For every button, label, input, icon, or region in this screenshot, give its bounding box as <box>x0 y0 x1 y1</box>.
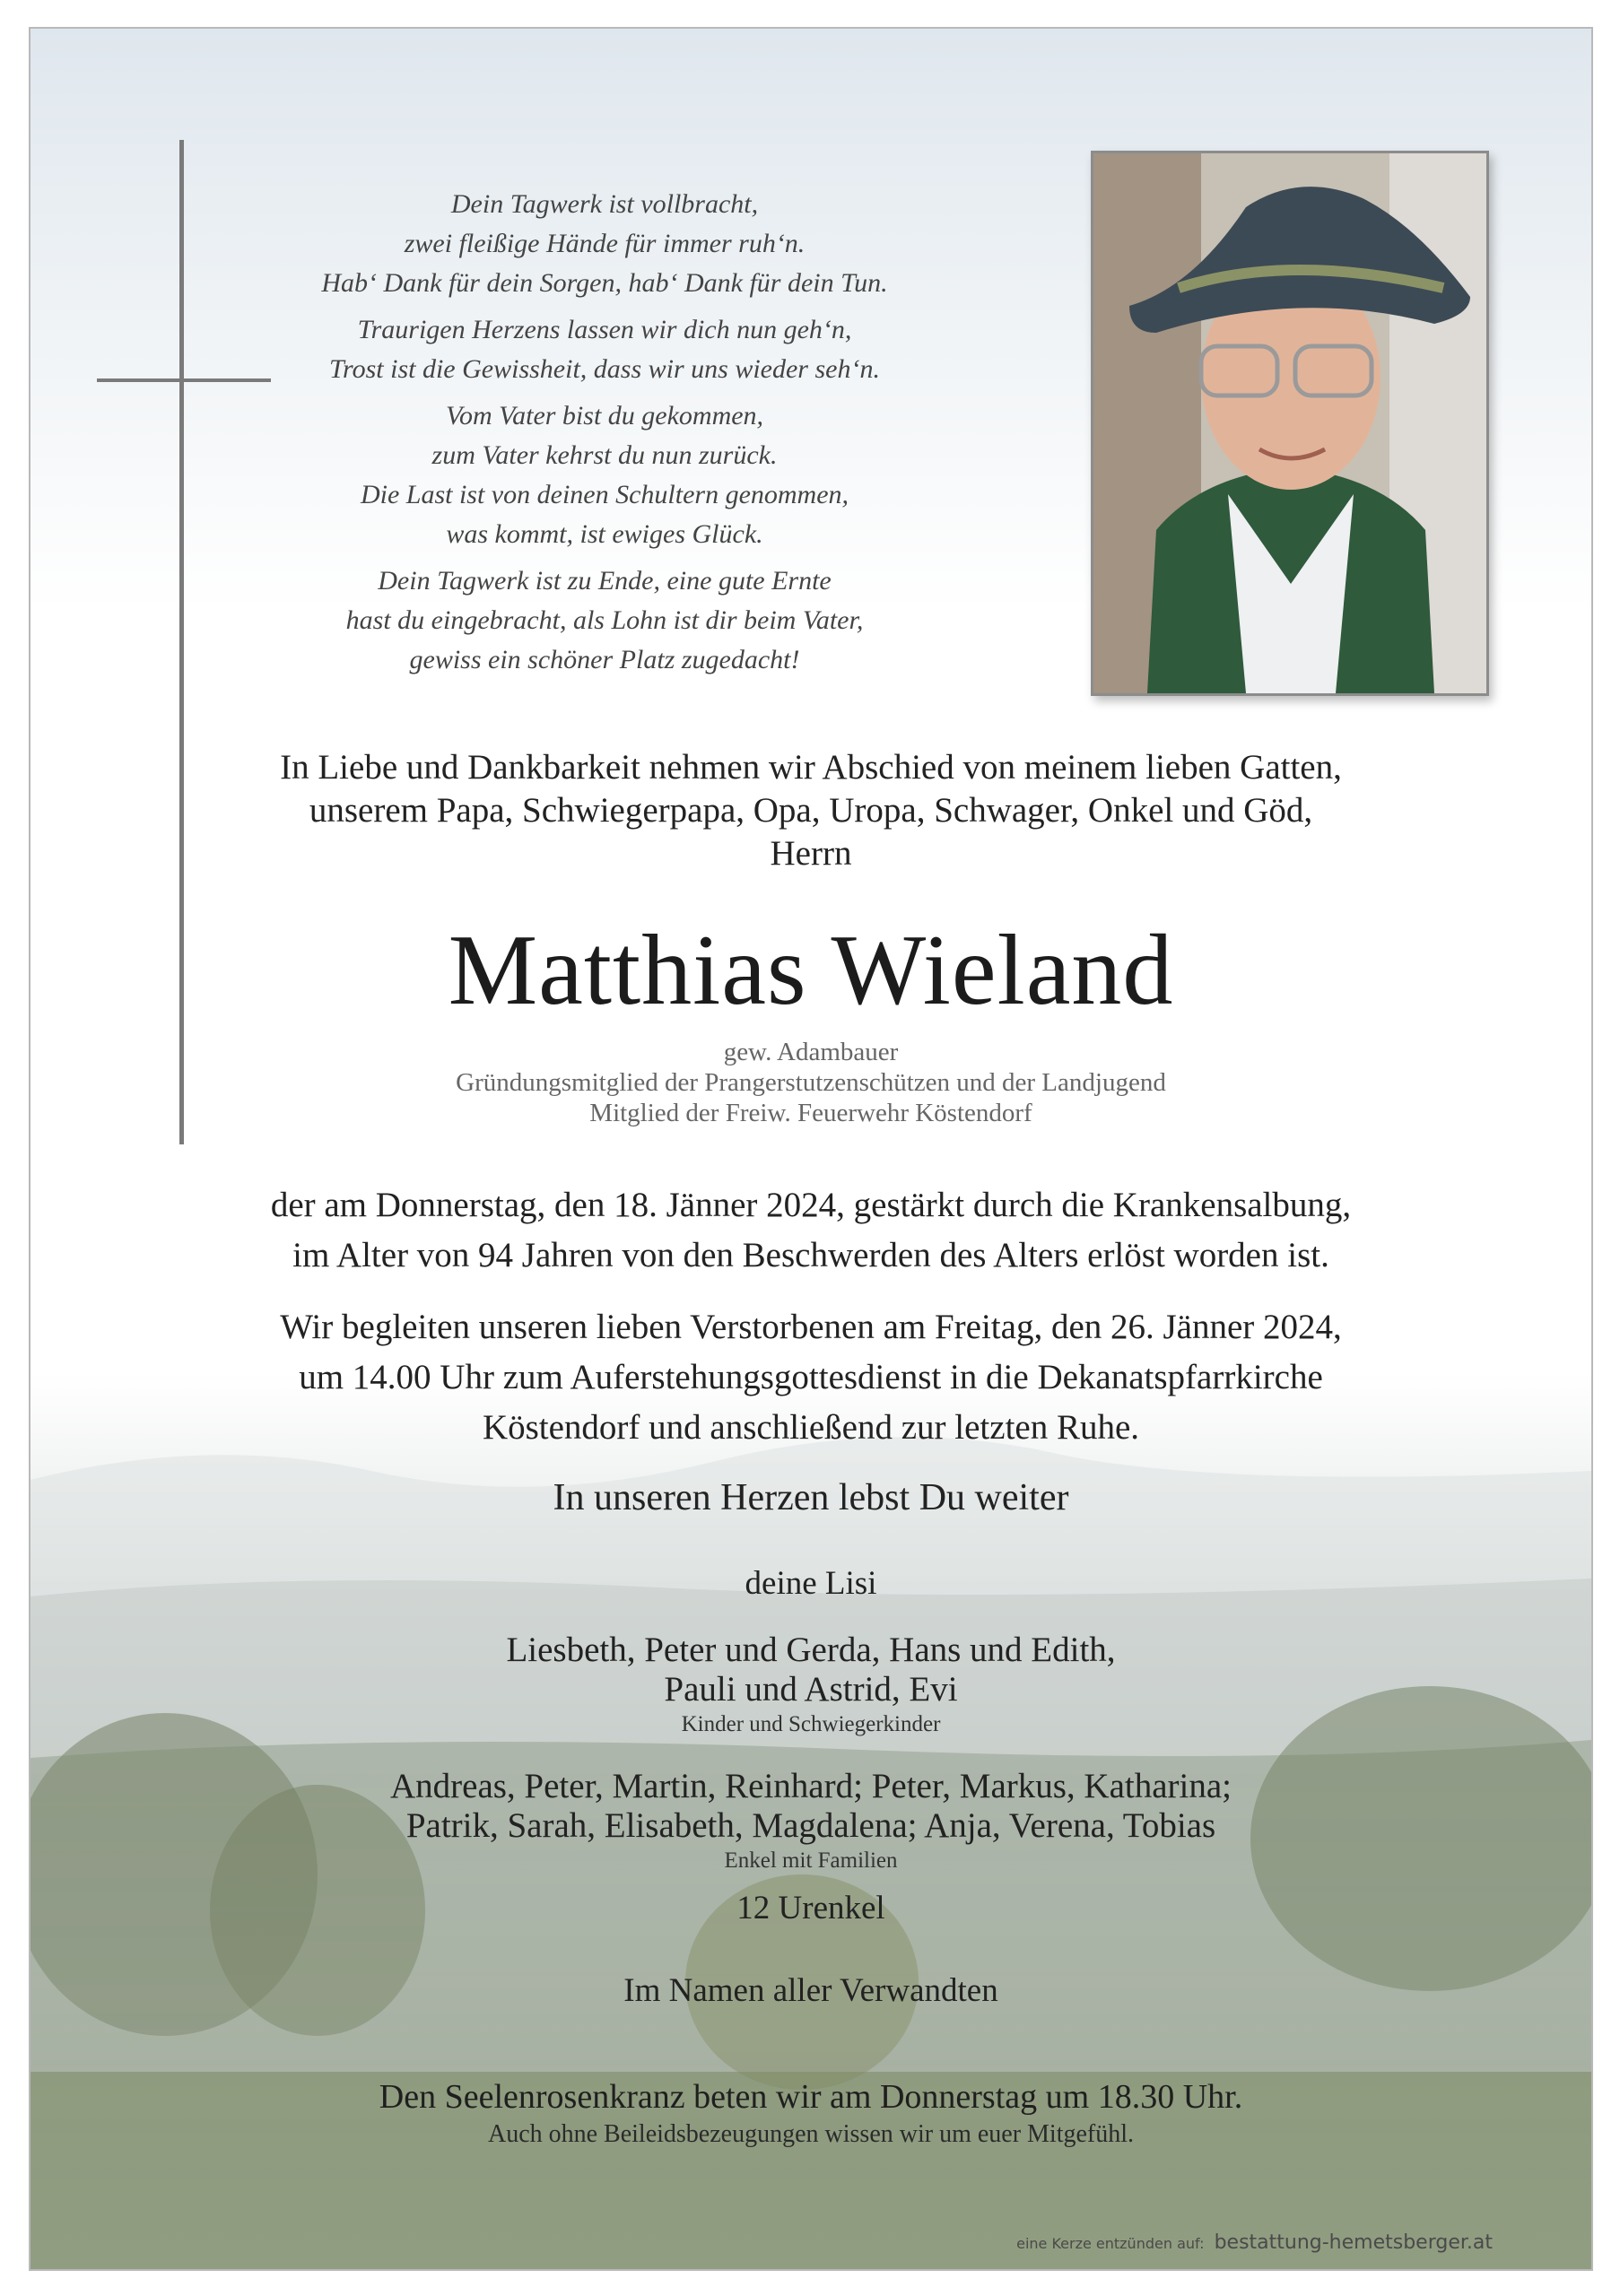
burial-line: Köstendorf und anschließend zur letzten Ruhe. <box>482 1408 1140 1447</box>
portrait-illustration <box>1093 153 1486 693</box>
poem-line: zum Vater kehrst du nun zurück. <box>431 440 778 470</box>
deceased-name: Matthias Wieland <box>448 915 1174 1026</box>
intro-text <box>30 746 1591 875</box>
footer-website-link[interactable]: bestattung-hemetsberger.at <box>1214 2231 1493 2254</box>
poem-line: Vom Vater bist du gekommen, <box>445 401 764 430</box>
poem-stanza <box>282 310 928 389</box>
poem <box>282 185 928 687</box>
poem-stanza <box>282 185 928 303</box>
intro-line: In Liebe und Dankbarkeit nehmen wir Abschied von meinem lieben Gatten, <box>280 748 1342 787</box>
death-line: im Alter von 94 Jahren von den Beschwerden des Alters erlöst worden ist. <box>292 1236 1329 1274</box>
grandchildren-line: Andreas, Peter, Martin, Reinhard; Peter, Markus, Katharina; <box>389 1767 1232 1805</box>
children-list <box>30 1631 1591 1709</box>
detail-line: gew. Adambauer <box>723 1038 899 1066</box>
poem-stanza <box>282 561 928 680</box>
poem-line: hast du eingebracht, als Lohn ist dir beim Vater, <box>345 605 864 635</box>
rosary-notice: Den Seelenrosenkranz beten wir am Donnerstag um 18.30 Uhr. <box>379 2078 1243 2116</box>
poem-line: was kommt, ist ewiges Glück. <box>446 519 763 549</box>
grandchildren-list <box>30 1767 1591 1846</box>
detail-line: Gründungsmitglied der Prangerstutzenschützen und der Landjugend <box>456 1068 1166 1097</box>
intro-line: unserem Papa, Schwiegerpapa, Opa, Uropa, Schwager, Onkel und Göd, <box>309 791 1313 830</box>
poem-line: Hab‘ Dank für dein Sorgen, hab‘ Dank für dein Tun. <box>321 268 888 298</box>
children-line: Pauli und Astrid, Evi <box>664 1670 958 1709</box>
poem-line: zwei fleißige Hände für immer ruh‘n. <box>404 229 806 258</box>
detail-line: Mitglied der Freiw. Feuerwehr Köstendorf <box>589 1099 1032 1127</box>
spouse-name: deine Lisi <box>745 1565 877 1602</box>
motto: In unseren Herzen lebst Du weiter <box>553 1477 1069 1518</box>
portrait-photo <box>1091 151 1489 696</box>
condolence-note: Auch ohne Beileidsbezeugungen wissen wir um euer Mitgefühl. <box>487 2120 1135 2148</box>
poem-line: Dein Tagwerk ist vollbracht, <box>450 189 759 219</box>
poem-stanza <box>282 396 928 554</box>
poem-line: Trost ist die Gewissheit, dass wir uns wieder seh‘n. <box>329 354 880 384</box>
poem-line: Die Last ist von deinen Schultern genommen, <box>360 480 849 509</box>
death-line: der am Donnerstag, den 18. Jänner 2024, gestärkt durch die Krankensalbung, <box>270 1186 1352 1224</box>
cross-icon-bar <box>97 378 271 382</box>
grandchildren-caption: Enkel mit Familien <box>724 1848 898 1873</box>
great-grandchildren: 12 Urenkel <box>736 1890 885 1926</box>
grandchildren-line: Patrik, Sarah, Elisabeth, Magdalena; Anja, Verena, Tobias <box>405 1806 1216 1845</box>
obituary-card <box>29 27 1593 2271</box>
footer <box>1016 2231 1493 2254</box>
burial-line: um 14.00 Uhr zum Auferstehungsgottesdienst in die Dekanatspfarrkirche <box>299 1358 1323 1396</box>
death-notice <box>30 1180 1591 1281</box>
burial-line: Wir begleiten unseren lieben Verstorbenen am Freitag, den 26. Jänner 2024, <box>280 1308 1342 1346</box>
burial-notice <box>30 1302 1591 1453</box>
poem-line: Dein Tagwerk ist zu Ende, eine gute Ernte <box>378 566 832 596</box>
intro-line: Herrn <box>770 834 852 873</box>
poem-line: gewiss ein schöner Platz zugedacht! <box>409 645 800 674</box>
children-caption: Kinder und Schwiegerkinder <box>681 1712 941 1736</box>
footer-label: eine Kerze entzünden auf: <box>1016 2235 1205 2252</box>
deceased-details <box>30 1037 1591 1128</box>
relatives-line: Im Namen aller Verwandten <box>623 1972 998 2009</box>
poem-line: Traurigen Herzens lassen wir dich nun geh‘n, <box>357 315 852 344</box>
children-line: Liesbeth, Peter und Gerda, Hans und Edith, <box>506 1631 1116 1669</box>
